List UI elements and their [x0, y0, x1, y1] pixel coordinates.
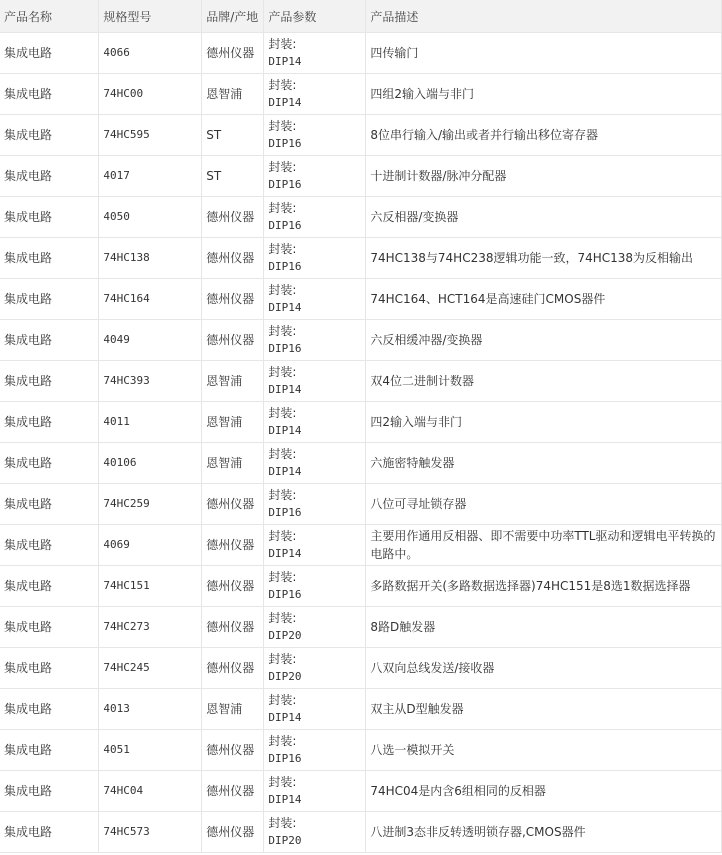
cell-product-name: 集成电路 — [0, 361, 99, 402]
package-value: DIP14 — [268, 424, 302, 437]
table-row — [0, 607, 722, 648]
cell-product-name: 集成电路 — [0, 730, 99, 771]
cell-brand: 德州仪器 — [202, 279, 264, 320]
package-value: DIP14 — [268, 55, 302, 68]
package-value: DIP20 — [268, 629, 302, 642]
header-model: 规格型号 — [99, 0, 202, 33]
cell-parameters — [264, 361, 366, 402]
cell-product-name: 集成电路 — [0, 566, 99, 607]
cell-parameters — [264, 402, 366, 443]
cell-description: 八进制3态非反转透明锁存器,CMOS器件 — [366, 812, 722, 853]
cell-brand: 德州仪器 — [202, 607, 264, 648]
table-row — [0, 115, 722, 156]
cell-brand: 德州仪器 — [202, 525, 264, 566]
cell-parameters — [264, 320, 366, 361]
cell-model: 4011 — [99, 402, 202, 443]
cell-model: 40106 — [99, 443, 202, 484]
table-row — [0, 566, 722, 607]
cell-product-name: 集成电路 — [0, 689, 99, 730]
cell-description: 四传输门 — [366, 33, 722, 74]
cell-product-name: 集成电路 — [0, 279, 99, 320]
package-value: DIP20 — [268, 670, 302, 683]
cell-description: 六施密特触发器 — [366, 443, 722, 484]
package-label: 封装: — [268, 775, 297, 789]
cell-parameters — [264, 33, 366, 74]
header-product-name: 产品名称 — [0, 0, 99, 33]
package-label: 封装: — [268, 119, 297, 133]
cell-parameters — [264, 156, 366, 197]
cell-product-name: 集成电路 — [0, 607, 99, 648]
cell-product-name: 集成电路 — [0, 525, 99, 566]
cell-description: 双主从D型触发器 — [366, 689, 722, 730]
package-value: DIP14 — [268, 711, 302, 724]
cell-description: 八选一模拟开关 — [366, 730, 722, 771]
cell-brand: 德州仪器 — [202, 484, 264, 525]
table-row — [0, 279, 722, 320]
cell-model: 74HC00 — [99, 74, 202, 115]
cell-brand: 德州仪器 — [202, 33, 264, 74]
header-description: 产品描述 — [366, 0, 722, 33]
cell-product-name: 集成电路 — [0, 320, 99, 361]
cell-model: 4017 — [99, 156, 202, 197]
package-value: DIP16 — [268, 752, 302, 765]
cell-parameters — [264, 689, 366, 730]
cell-product-name: 集成电路 — [0, 156, 99, 197]
cell-parameters — [264, 607, 366, 648]
cell-product-name: 集成电路 — [0, 484, 99, 525]
cell-product-name: 集成电路 — [0, 402, 99, 443]
cell-parameters — [264, 115, 366, 156]
cell-product-name: 集成电路 — [0, 812, 99, 853]
package-label: 封装: — [268, 652, 297, 666]
cell-brand: 德州仪器 — [202, 730, 264, 771]
package-label: 封装: — [268, 488, 297, 502]
cell-model: 4051 — [99, 730, 202, 771]
cell-description: 八位可寻址锁存器 — [366, 484, 722, 525]
cell-description: 74HC138与74HC238逻辑功能一致，74HC138为反相输出 — [366, 238, 722, 279]
cell-description: 四2输入端与非门 — [366, 402, 722, 443]
cell-parameters — [264, 279, 366, 320]
package-value: DIP16 — [268, 506, 302, 519]
cell-brand: 德州仪器 — [202, 812, 264, 853]
cell-parameters — [264, 730, 366, 771]
cell-model: 74HC151 — [99, 566, 202, 607]
cell-model: 74HC573 — [99, 812, 202, 853]
cell-parameters — [264, 771, 366, 812]
cell-parameters — [264, 197, 366, 238]
cell-description: 8路D触发器 — [366, 607, 722, 648]
package-label: 封装: — [268, 283, 297, 297]
cell-brand: ST — [202, 115, 264, 156]
cell-model: 74HC273 — [99, 607, 202, 648]
package-value: DIP14 — [268, 96, 302, 109]
cell-parameters — [264, 648, 366, 689]
cell-parameters — [264, 238, 366, 279]
cell-model: 74HC245 — [99, 648, 202, 689]
table-row — [0, 238, 722, 279]
cell-product-name: 集成电路 — [0, 197, 99, 238]
package-label: 封装: — [268, 406, 297, 420]
table-row — [0, 812, 722, 853]
table-row — [0, 771, 722, 812]
cell-model: 4069 — [99, 525, 202, 566]
cell-description: 四组2输入端与非门 — [366, 74, 722, 115]
cell-brand: 德州仪器 — [202, 238, 264, 279]
table-row — [0, 648, 722, 689]
table-row — [0, 484, 722, 525]
cell-description: 8位串行输入/输出或者并行输出移位寄存器 — [366, 115, 722, 156]
table-row — [0, 361, 722, 402]
package-value: DIP16 — [268, 137, 302, 150]
cell-brand: 德州仪器 — [202, 648, 264, 689]
table-row — [0, 689, 722, 730]
package-label: 封装: — [268, 201, 297, 215]
cell-description: 74HC04是内含6组相同的反相器 — [366, 771, 722, 812]
header-row — [0, 0, 722, 33]
package-label: 封装: — [268, 447, 297, 461]
package-label: 封装: — [268, 611, 297, 625]
cell-description: 主要用作通用反相器、即不需要中功率TTL驱动和逻辑电平转换的电路中。 — [366, 525, 722, 566]
package-value: DIP14 — [268, 383, 302, 396]
package-value: DIP14 — [268, 301, 302, 314]
cell-product-name: 集成电路 — [0, 443, 99, 484]
table-row — [0, 197, 722, 238]
cell-model: 74HC259 — [99, 484, 202, 525]
table-row — [0, 33, 722, 74]
cell-product-name: 集成电路 — [0, 33, 99, 74]
package-label: 封装: — [268, 242, 297, 256]
package-value: DIP16 — [268, 342, 302, 355]
package-value: DIP20 — [268, 834, 302, 847]
cell-parameters — [264, 443, 366, 484]
cell-brand: 恩智浦 — [202, 402, 264, 443]
cell-model: 74HC138 — [99, 238, 202, 279]
package-label: 封装: — [268, 529, 297, 543]
package-label: 封装: — [268, 816, 297, 830]
cell-brand: 恩智浦 — [202, 443, 264, 484]
header-parameters: 产品参数 — [264, 0, 366, 33]
package-value: DIP16 — [268, 219, 302, 232]
cell-model: 4050 — [99, 197, 202, 238]
cell-parameters — [264, 525, 366, 566]
cell-model: 74HC164 — [99, 279, 202, 320]
package-label: 封装: — [268, 734, 297, 748]
cell-brand: 德州仪器 — [202, 771, 264, 812]
cell-description: 十进制计数器/脉冲分配器 — [366, 156, 722, 197]
cell-description: 双4位二进制计数器 — [366, 361, 722, 402]
cell-brand: 德州仪器 — [202, 197, 264, 238]
cell-brand: 恩智浦 — [202, 689, 264, 730]
package-value: DIP16 — [268, 588, 302, 601]
cell-description: 六反相器/变换器 — [366, 197, 722, 238]
cell-description: 六反相缓冲器/变换器 — [366, 320, 722, 361]
cell-product-name: 集成电路 — [0, 238, 99, 279]
package-value: DIP16 — [268, 260, 302, 273]
cell-product-name: 集成电路 — [0, 74, 99, 115]
package-label: 封装: — [268, 160, 297, 174]
table-row — [0, 74, 722, 115]
package-label: 封装: — [268, 365, 297, 379]
package-label: 封装: — [268, 37, 297, 51]
package-label: 封装: — [268, 693, 297, 707]
cell-product-name: 集成电路 — [0, 648, 99, 689]
package-value: DIP14 — [268, 465, 302, 478]
table-row — [0, 320, 722, 361]
table-header — [0, 0, 722, 33]
package-label: 封装: — [268, 78, 297, 92]
table-row — [0, 402, 722, 443]
package-label: 封装: — [268, 570, 297, 584]
cell-brand: 德州仪器 — [202, 320, 264, 361]
cell-brand: ST — [202, 156, 264, 197]
cell-parameters — [264, 484, 366, 525]
cell-parameters — [264, 812, 366, 853]
cell-model: 74HC393 — [99, 361, 202, 402]
package-value: DIP14 — [268, 793, 302, 806]
cell-description: 74HC164、HCT164是高速硅门CMOS器件 — [366, 279, 722, 320]
table-row — [0, 443, 722, 484]
cell-description: 多路数据开关(多路数据选择器)74HC151是8选1数据选择器 — [366, 566, 722, 607]
cell-brand: 恩智浦 — [202, 74, 264, 115]
cell-product-name: 集成电路 — [0, 115, 99, 156]
cell-brand: 恩智浦 — [202, 361, 264, 402]
cell-parameters — [264, 566, 366, 607]
package-value: DIP16 — [268, 178, 302, 191]
cell-product-name: 集成电路 — [0, 771, 99, 812]
cell-brand: 德州仪器 — [202, 566, 264, 607]
header-brand: 品牌/产地 — [202, 0, 264, 33]
package-label: 封装: — [268, 324, 297, 338]
cell-model: 74HC04 — [99, 771, 202, 812]
table-row — [0, 525, 722, 566]
cell-description: 八双向总线发送/接收器 — [366, 648, 722, 689]
table-row — [0, 156, 722, 197]
cell-model: 74HC595 — [99, 115, 202, 156]
cell-parameters — [264, 74, 366, 115]
cell-model: 4049 — [99, 320, 202, 361]
cell-model: 4066 — [99, 33, 202, 74]
table-body — [0, 33, 722, 853]
package-value: DIP14 — [268, 547, 302, 560]
table-row — [0, 730, 722, 771]
cell-model: 4013 — [99, 689, 202, 730]
